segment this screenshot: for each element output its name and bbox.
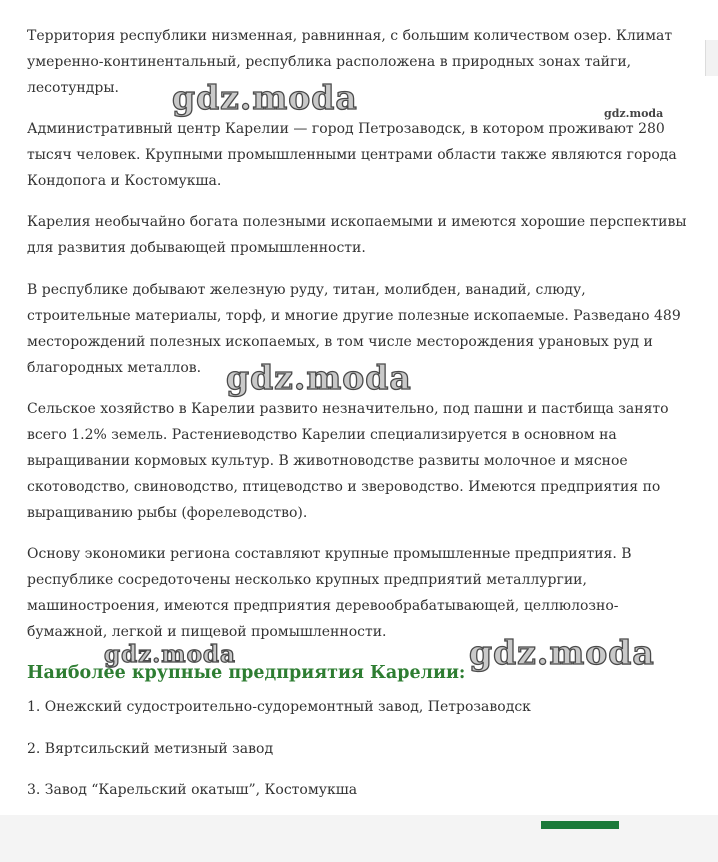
scrollbar-edge[interactable] xyxy=(705,40,718,76)
watermark-logo: gdz.moda xyxy=(172,78,358,117)
list-item: 2. Вяртсильский метизный завод xyxy=(27,741,274,757)
paragraph-resources: Карелия необычайно богата полезными ископаемыми и имеются хорошие перспективы для развития добывающей промышленности. xyxy=(27,214,687,256)
watermark-logo: gdz.moda xyxy=(104,641,236,668)
section-heading: Наиболее крупные предприятия Карелии: xyxy=(27,663,466,683)
paragraph-admin-center: Административный центр Карелии — город Петрозаводск, в котором проживают 280 тысяч человек. Крупными промышленными центрами области также являются города Кондопога и Костомукша. xyxy=(27,121,677,189)
footer-accent-button[interactable] xyxy=(541,821,619,829)
list-item: 3. Завод “Карельский окатыш”, Костомукша xyxy=(27,782,358,798)
list-item: 1. Онежский судостроительно-судоремонтный завод, Петрозаводск xyxy=(27,699,531,715)
paragraph-agriculture: Сельское хозяйство в Карелии развито незначительно, под пашни и пастбища занято всего 1.2% земель. Растениеводство Карелии специализируется в основном на выращивании кормовых культур. В животноводстве развиты молочное и мясное скотоводство, свиноводство, птицеводство и звероводство. Имеются предприятия по выращиванию рыбы (форелеводство). xyxy=(27,401,669,521)
paragraph-economy: Основу экономики региона составляют крупные промышленные предприятия. В республике сосредоточены несколько крупных предприятий металлургии, машиностроения, имеются предприятия деревообрабатывающей, целлюлозно-бумажной, легкой и пищевой промышленности. xyxy=(27,546,632,640)
watermark-logo-small: gdz.moda xyxy=(604,107,664,120)
paragraph-mining: В республике добывают железную руду, титан, молибден, ванадий, слюду, строительные материалы, торф, и многие другие полезные ископаемые. Разведано 489 месторождений полезных ископаемых, в том числе месторождения урановых руд и благородных металлов. xyxy=(27,282,681,376)
paragraph-territory: Территория республики низменная, равнинная, с большим количеством озер. Климат умеренно-континентальный, республика расположена в природных зонах тайги, лесотундры. xyxy=(27,28,673,96)
watermark-logo: gdz.moda xyxy=(226,358,412,397)
watermark-logo: gdz.moda xyxy=(469,633,655,672)
